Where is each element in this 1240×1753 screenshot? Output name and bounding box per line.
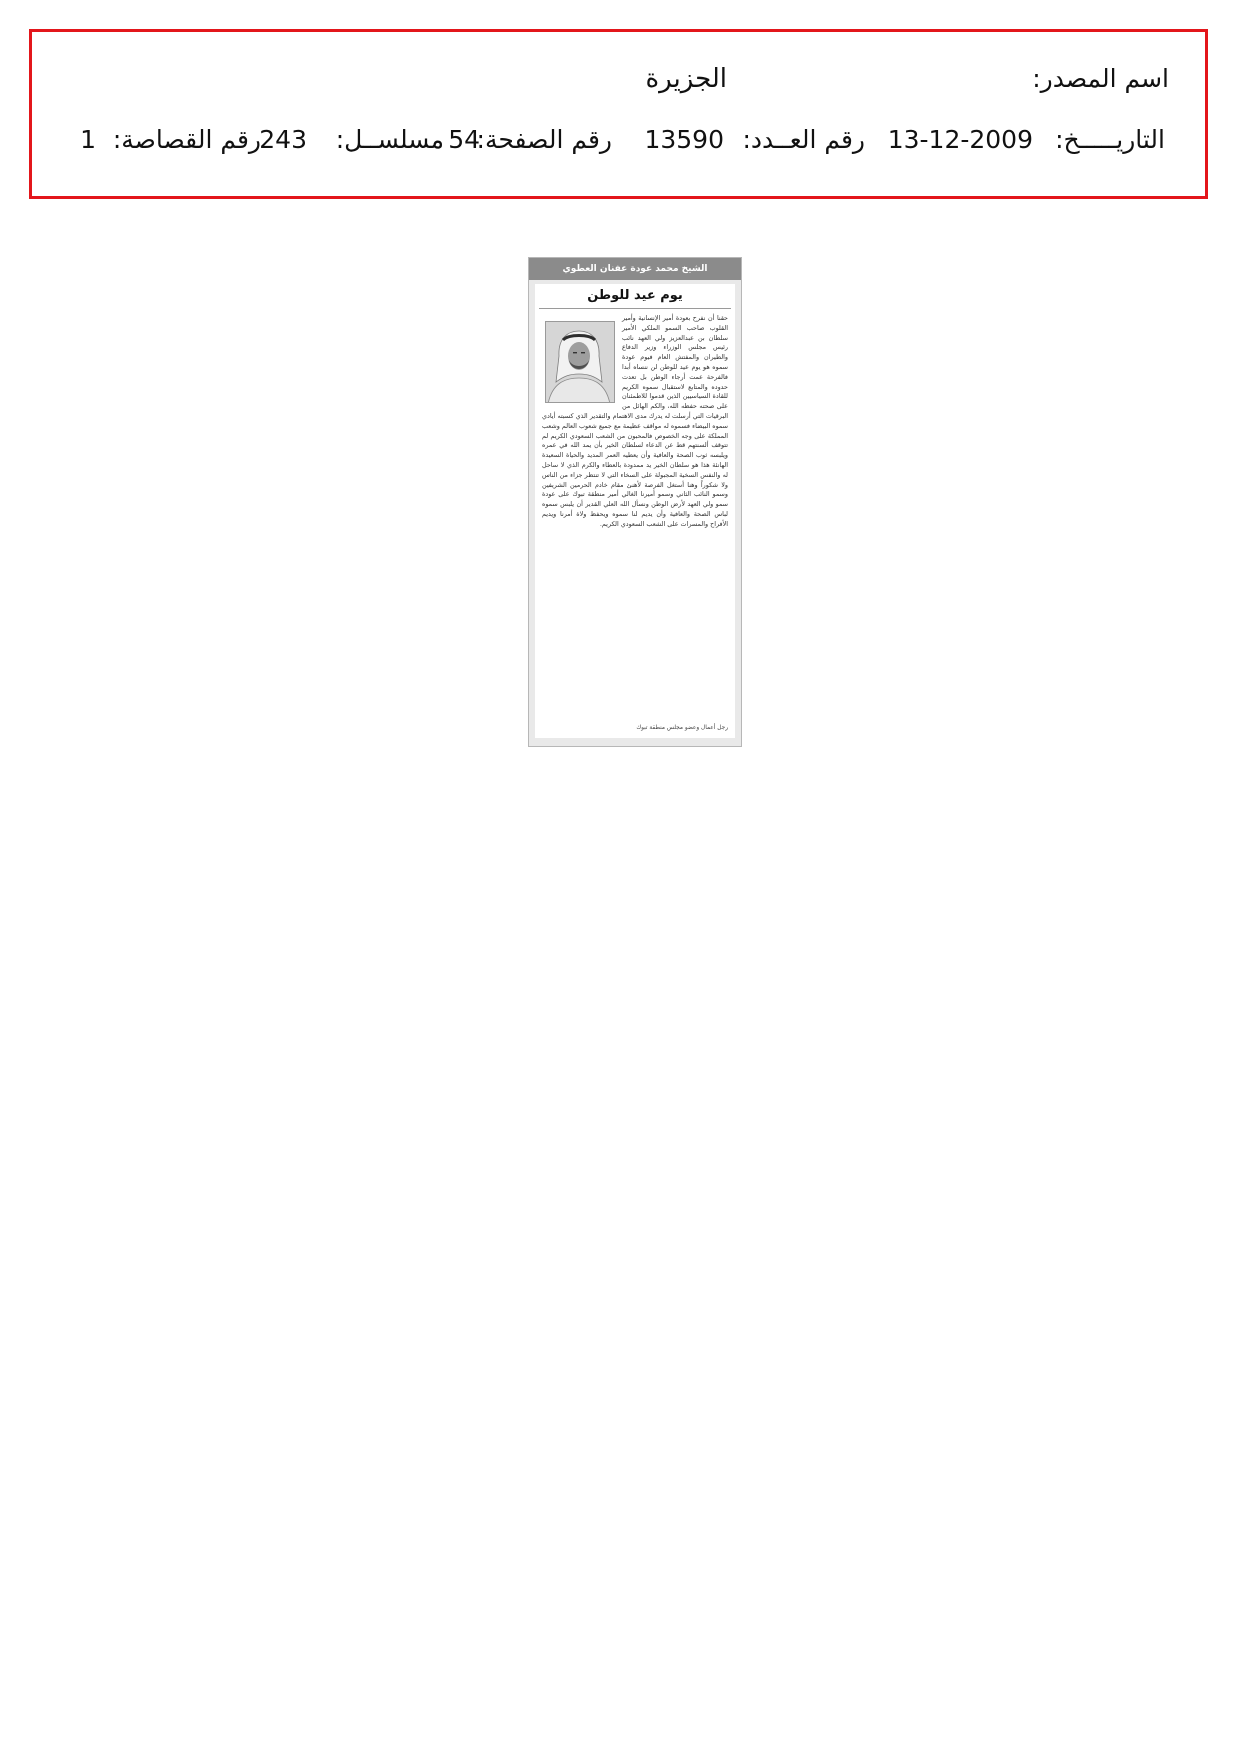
metadata-box <box>29 29 1208 199</box>
article-headline: يوم عيد للوطن <box>587 288 683 303</box>
date-value: 13-12-2009 <box>887 125 1033 154</box>
date-label: التاريـــــخ: <box>1055 125 1165 154</box>
newspaper-clipping <box>528 257 742 747</box>
article-panel <box>535 284 735 738</box>
source-value: الجزيرة <box>645 64 727 94</box>
article-body <box>542 314 728 530</box>
page-value: 54 <box>448 125 480 154</box>
page-label: رقم الصفحة: <box>476 125 612 154</box>
clip-number-value: 1 <box>80 125 96 154</box>
issue-value: 13590 <box>644 125 724 154</box>
issue-label: رقم العــدد: <box>742 125 865 154</box>
author-signature: رجل أعمال وعضو مجلس منطقة تبوك <box>636 725 728 731</box>
serial-value: 243 <box>259 125 307 154</box>
source-label: اسم المصدر: <box>1032 64 1169 93</box>
photo-wrap-spacer <box>542 314 622 408</box>
byline: الشيخ محمد عودة عفنان العطوي <box>529 258 741 280</box>
headline-divider <box>539 308 731 309</box>
serial-label: مسلســل: <box>335 125 444 154</box>
clip-number-label: رقم القصاصة: <box>112 125 261 154</box>
article-text: حقنا أن نفرح بعودة أمير الإنسانية وأمير القلوب صاحب السمو الملكي الأمير سلطان بن عبدالعزيز ولي العهد نائب رئيس مجلس الوزراء وزير الدفاع والطيران والمفتش العام فيوم عودة سموه هو يوم عيد للوطن لن ننساه أبدا فالفرحة عمت أرجاء الوطن بل تعدت حدوده والمتابع لاستقبال سموه الكريم للقادة السياسيين الذين قدموا للاطمئنان على صحته حفظه الله، والكم الهائل من البرقيات التي أرسلت له يدرك مدى الاهتمام والتقدير الذي كسبته أيادي سموه البيضاء فسموه له مواقف عظيمة مع جميع شعوب العالم وشعب المملكة على وجه الخصوص فالمحبون من الشعب السعودي الكريم لم تتوقف ألسنتهم قط عن الدعاء لسلطان الخير بأن يمد الله في عمره ويلبسه ثوب الصحة والعافية وأن يعطيه العمر المديد والحياة السعيدة الهانئة هذا هو سلطان الخير يد ممدودة بالعطاء والكرم الذي لا ساحل له والنفس السخية المجبولة على السخاء التي لا تنتظر جزاء من الناس ولا شكوراً وهنا أستغل الفرصة لأهنئ مقام خادم الحرمين الشريفين وسمو النائب الثاني وسمو أميرنا الغالي أمير منطقة تبوك على عودة سمو ولي العهد لأرض الوطن ونسأل الله العلي القدير أن يلبس سموه لباس الصحة والعافية وأن يديم لنا سموه ويحفظ ولاة أمرنا ويديم الأفراح والمسرات على الشعب السعودي الكريم. <box>542 314 728 528</box>
